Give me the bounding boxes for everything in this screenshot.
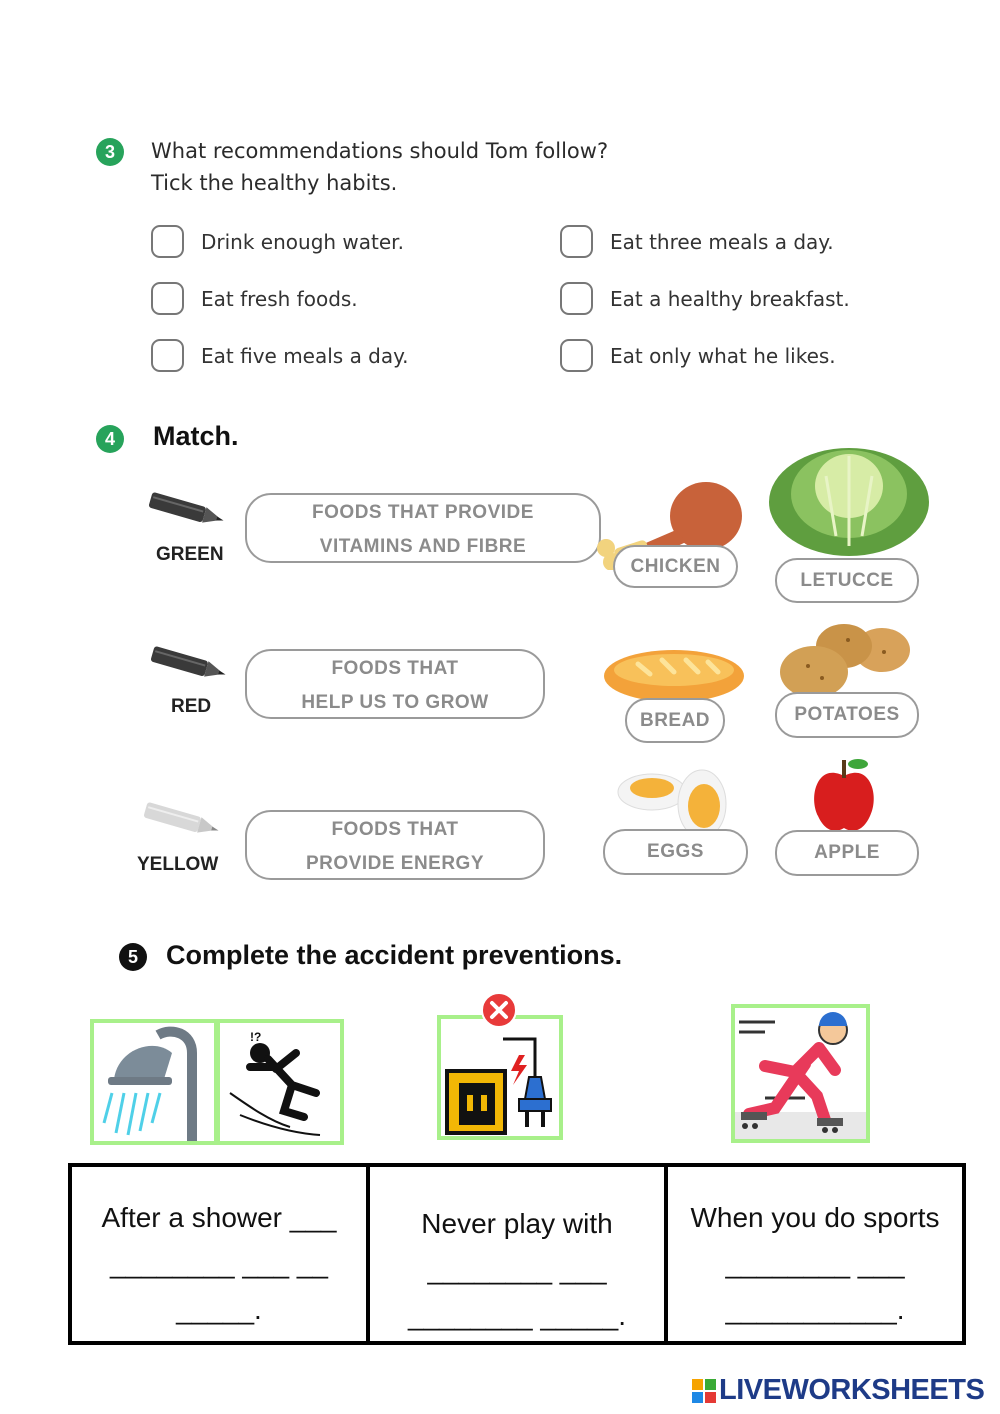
option-label: Eat five meals a day. [201, 343, 409, 368]
liveworksheets-logo [692, 1374, 984, 1407]
category-line: PROVIDE ENERGY [305, 853, 485, 874]
checkbox[interactable] [560, 282, 593, 315]
cell-sports[interactable] [668, 1167, 962, 1341]
food-label: LETUCCE [800, 569, 894, 591]
liveworksheets-logo-icon [692, 1379, 716, 1403]
section-3-title: What recommendations should Tom follow? [151, 139, 609, 163]
checkbox[interactable] [560, 339, 593, 372]
cell-shower[interactable] [72, 1167, 370, 1341]
cell-line: ________ ___ [725, 1248, 905, 1279]
cell-line: When you do sports [690, 1202, 940, 1233]
option-label: Eat only what he likes. [610, 343, 836, 368]
cell-line: _____. [176, 1294, 262, 1325]
category-vitamins-fibre[interactable] [245, 493, 601, 563]
color-label-green: GREEN [156, 544, 224, 565]
section-4-number: 4 [96, 425, 124, 453]
option-five-meals[interactable] [151, 339, 408, 372]
socket-picture [437, 1015, 563, 1140]
cell-plugs[interactable] [370, 1167, 668, 1341]
shower-icon [94, 1023, 214, 1141]
food-apple[interactable] [775, 830, 919, 876]
svg-text:!?: !? [250, 1030, 262, 1044]
section-5-number: 5 [119, 943, 147, 971]
socket-plug-icon [441, 1019, 559, 1136]
logo-text: LIVEWORKSHEETS [719, 1374, 985, 1406]
cell-line: Never play with [421, 1208, 613, 1239]
category-line: FOODS THAT PROVIDE [312, 502, 534, 523]
sports-picture [731, 1004, 870, 1143]
slipping-person-icon [220, 1023, 340, 1141]
checkbox[interactable] [560, 225, 593, 258]
food-potatoes[interactable] [775, 692, 919, 738]
completion-table [68, 1163, 966, 1345]
shower-picture [90, 1019, 218, 1145]
food-label: APPLE [814, 842, 880, 863]
option-healthy-breakfast[interactable] [560, 282, 850, 315]
option-only-likes[interactable] [560, 339, 836, 372]
prohibited-icon [480, 991, 518, 1029]
category-line: HELP US TO GROW [301, 692, 489, 713]
category-line: FOODS THAT [331, 819, 459, 840]
cell-line: ________ _____. [408, 1300, 626, 1331]
bread-icon [602, 644, 746, 704]
category-energy[interactable] [245, 810, 545, 880]
food-chicken[interactable] [613, 545, 738, 588]
slip-picture [216, 1019, 344, 1145]
cell-line: ___________. [725, 1294, 905, 1325]
color-label-yellow: YELLOW [137, 854, 219, 875]
category-grow[interactable] [245, 649, 545, 719]
food-bread[interactable] [625, 698, 725, 743]
food-label: POTATOES [794, 704, 900, 725]
category-line: VITAMINS AND FIBRE [319, 536, 527, 557]
food-label: CHICKEN [630, 555, 721, 577]
option-label: Drink enough water. [201, 229, 404, 254]
apple-icon [808, 756, 882, 836]
section-5-title: Complete the accident preventions. [166, 940, 623, 970]
eggs-icon [616, 762, 730, 838]
cell-line: ________ ___ __ [110, 1248, 328, 1279]
food-label: BREAD [639, 709, 711, 731]
rollerblader-icon [735, 1008, 866, 1139]
option-label: Eat fresh foods. [201, 286, 358, 311]
checkbox[interactable] [151, 339, 184, 372]
yellow-pencil-icon [138, 800, 226, 840]
food-eggs[interactable] [603, 829, 748, 875]
green-pencil-icon [143, 490, 231, 530]
cell-line: After a shower ___ [101, 1202, 337, 1233]
option-label: Eat three meals a day. [610, 229, 834, 254]
lettuce-icon [766, 436, 932, 558]
option-three-meals[interactable] [560, 225, 834, 258]
potatoes-icon [778, 622, 912, 700]
red-pencil-icon [145, 644, 233, 684]
checkbox[interactable] [151, 282, 184, 315]
option-drink-water[interactable] [151, 225, 404, 258]
section-4-title: Match. [153, 421, 239, 451]
section-3-instruction: Tick the healthy habits. [151, 171, 398, 195]
category-line: FOODS THAT [331, 658, 459, 679]
checkbox[interactable] [151, 225, 184, 258]
section-3-number: 3 [96, 138, 124, 166]
cell-line: ________ ___ [427, 1254, 607, 1285]
color-label-red: RED [171, 696, 212, 717]
food-label: EGGS [647, 841, 704, 862]
option-fresh-foods[interactable] [151, 282, 358, 315]
food-lettuce[interactable] [775, 558, 919, 603]
option-label: Eat a healthy breakfast. [610, 286, 850, 311]
